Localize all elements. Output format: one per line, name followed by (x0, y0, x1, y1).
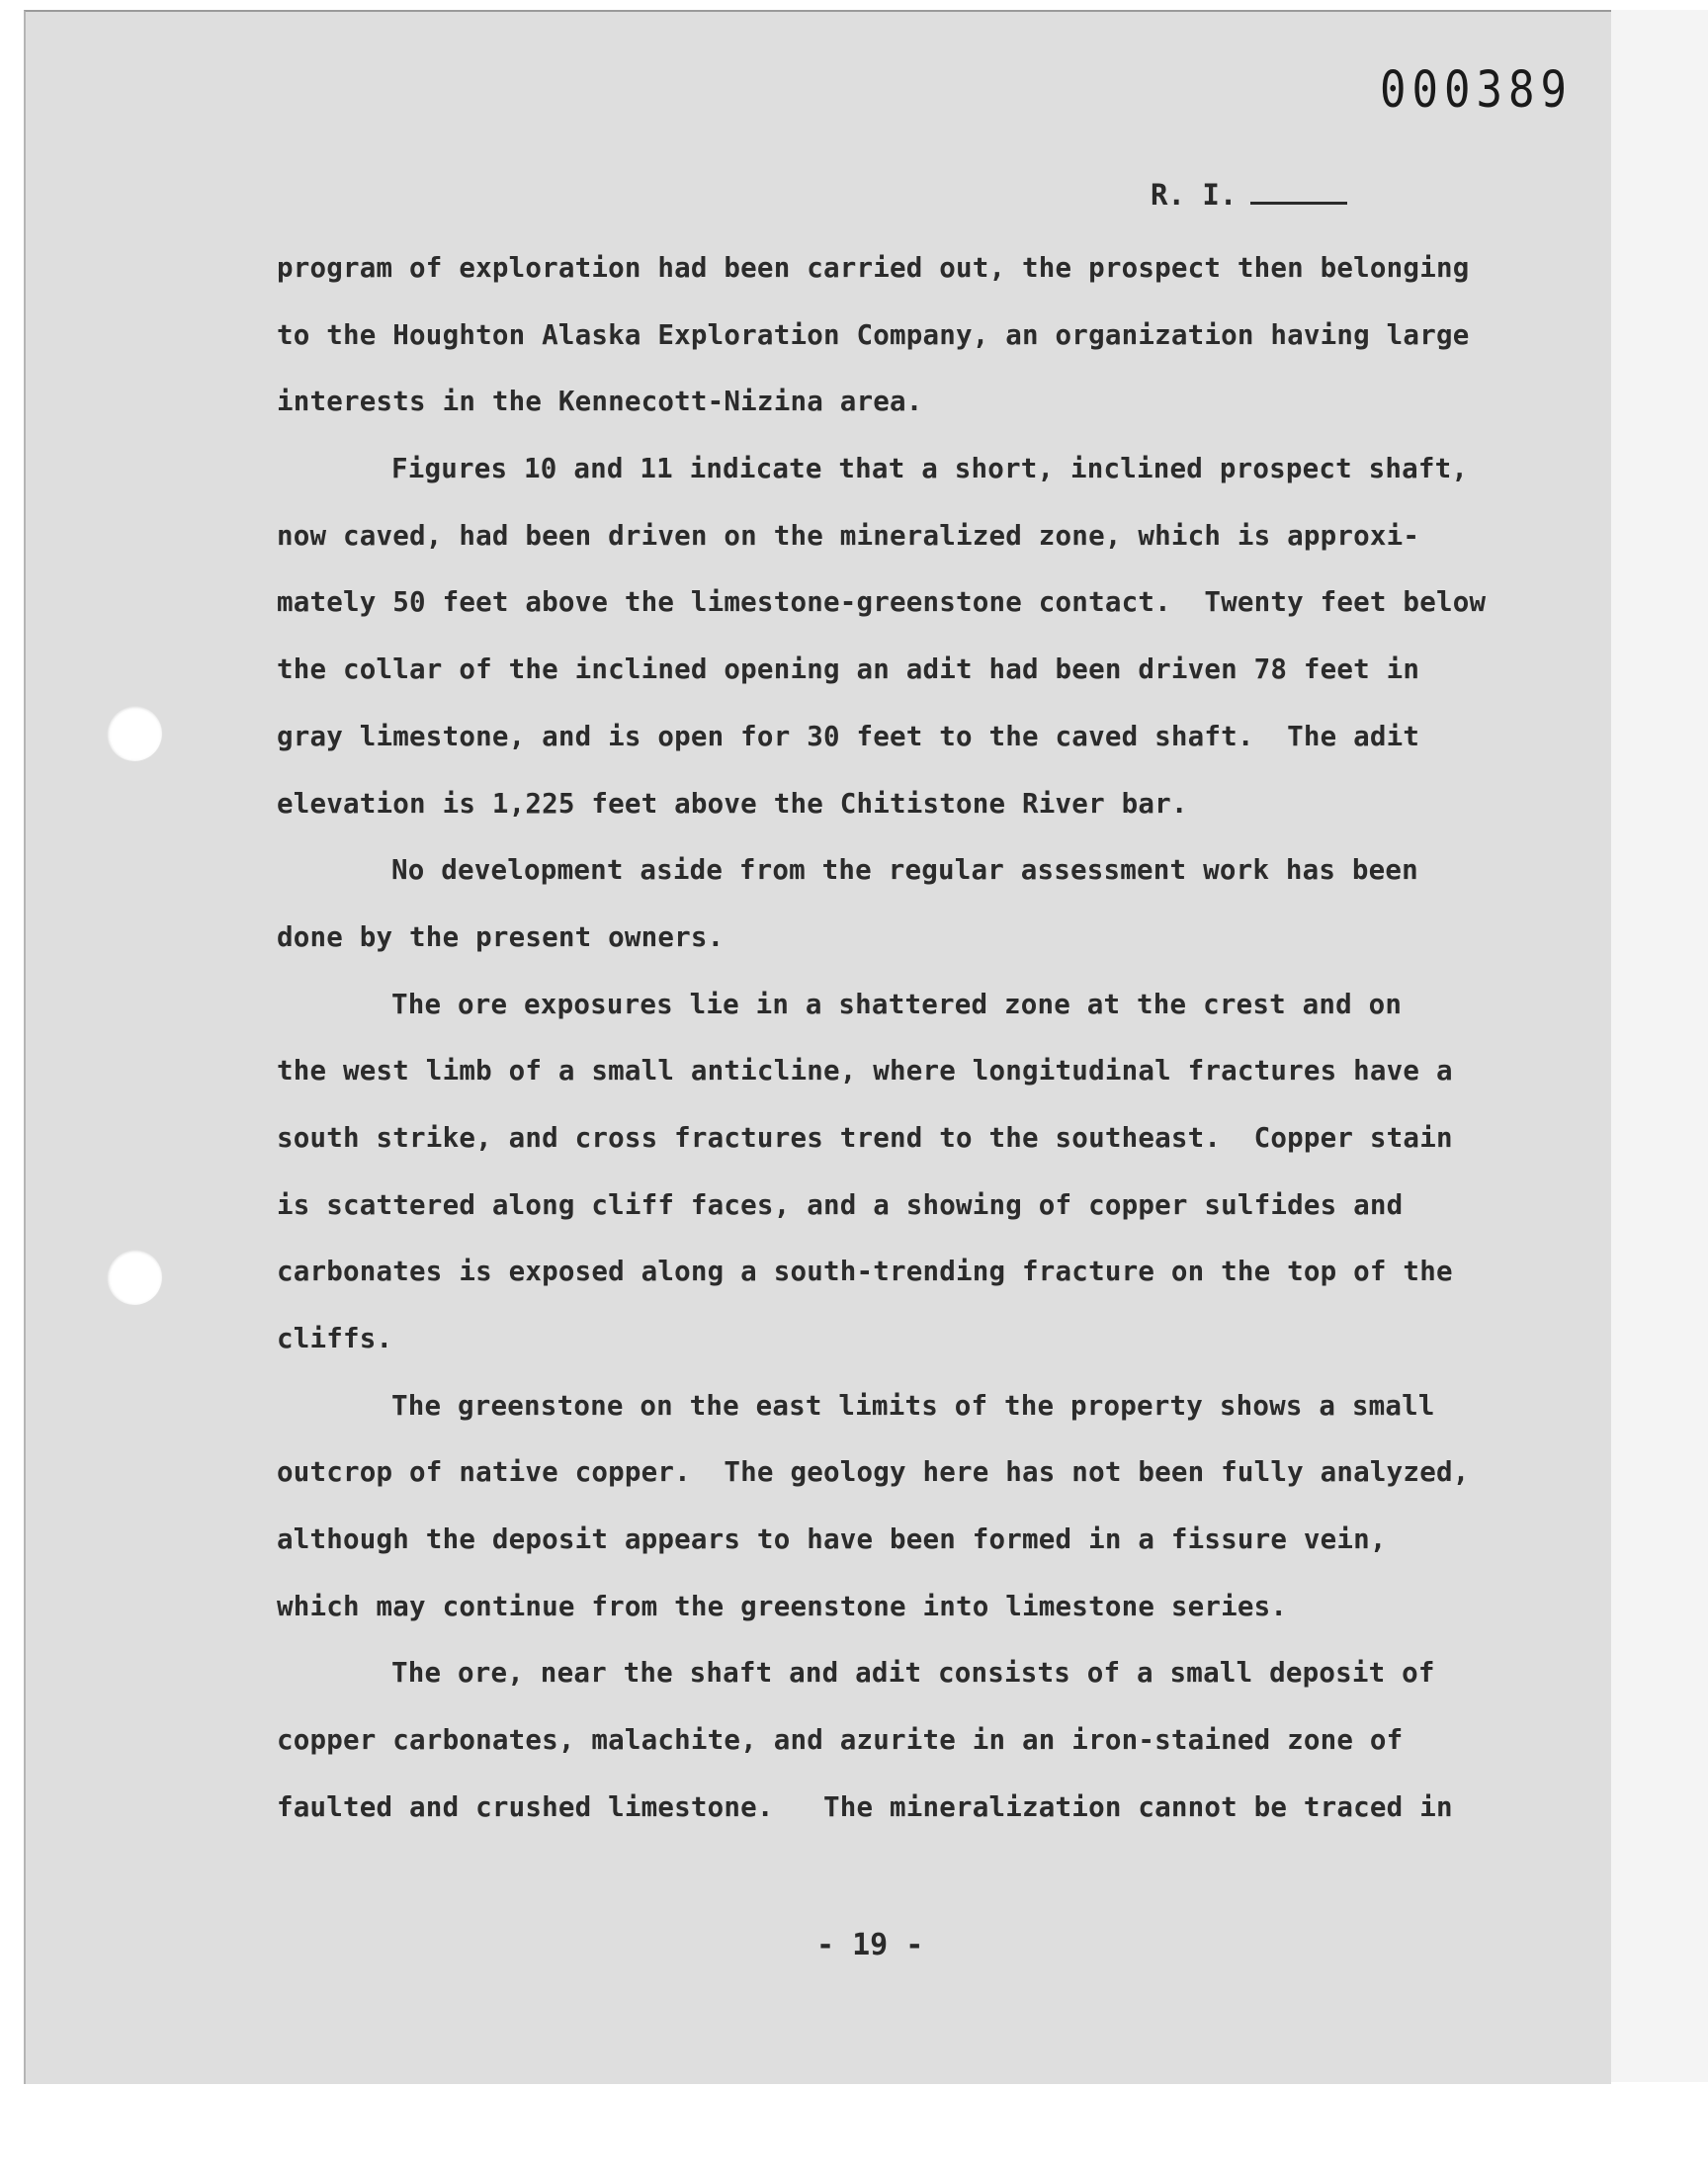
text-line: gray limestone, and is open for 30 feet to the caved shaft. The adit (277, 720, 1420, 752)
text-line: program of exploration had been carried out, the prospect then belonging (277, 252, 1470, 284)
text-line: cliffs. (277, 1323, 393, 1354)
text-line: elevation is 1,225 feet above the Chitistone River bar. (277, 787, 1188, 820)
text-line: mately 50 feet above the limestone-greenstone contact. Twenty feet below (277, 586, 1487, 619)
text-line: is scattered along cliff faces, and a showing of copper sulfides and (277, 1188, 1404, 1221)
text-line: carbonates is exposed along a south-trending fracture on the top of the (277, 1256, 1453, 1288)
report-id-blank (1250, 202, 1347, 205)
text-line: the west limb of a small anticline, where longitudinal fractures have a (277, 1055, 1453, 1088)
document-body (277, 235, 1493, 1842)
text-line: now caved, had been driven on the mineralized zone, which is approxi- (277, 519, 1420, 552)
text-line: No development aside from the regular assessment work has been (391, 854, 1418, 887)
text-line: done by the present owners. (277, 920, 725, 953)
punch-hole (107, 1250, 162, 1305)
text-line: to the Houghton Alaska Exploration Company, an organization having large (277, 318, 1470, 351)
text-line: The ore, near the shaft and adit consists of a small deposit of (391, 1657, 1435, 1690)
text-line: copper carbonates, malachite, and azurite in an iron-stained zone of (277, 1724, 1404, 1757)
punch-hole (107, 706, 162, 761)
text-line: which may continue from the greenstone into limestone series. (277, 1590, 1288, 1622)
text-line: faulted and crushed limestone. The mineralization cannot be traced in (277, 1790, 1453, 1823)
text-line: outcrop of native copper. The geology here has not been fully analyzed, (277, 1456, 1470, 1489)
text-line: The greenstone on the east limits of the property shows a small (391, 1389, 1435, 1422)
report-id-label (1151, 178, 1347, 212)
scan-margin (1609, 10, 1708, 2082)
text-line: Figures 10 and 11 indicate that a short, inclined prospect shaft, (391, 453, 1469, 485)
text-line: south strike, and cross fractures trend to the southeast. Copper stain (277, 1121, 1453, 1154)
document-stamp-number: 000389 (1380, 61, 1573, 120)
text-line: the collar of the inclined opening an adit had been driven 78 feet in (277, 653, 1420, 686)
report-id-text: R. I. (1151, 178, 1238, 212)
text-line: The ore exposures lie in a shattered zone at the crest and on (391, 988, 1403, 1020)
page-number: - 19 - (816, 1928, 924, 1962)
text-line: although the deposit appears to have been formed in a fissure vein, (277, 1523, 1387, 1556)
text-line: interests in the Kennecott-Nizina area. (277, 386, 923, 418)
